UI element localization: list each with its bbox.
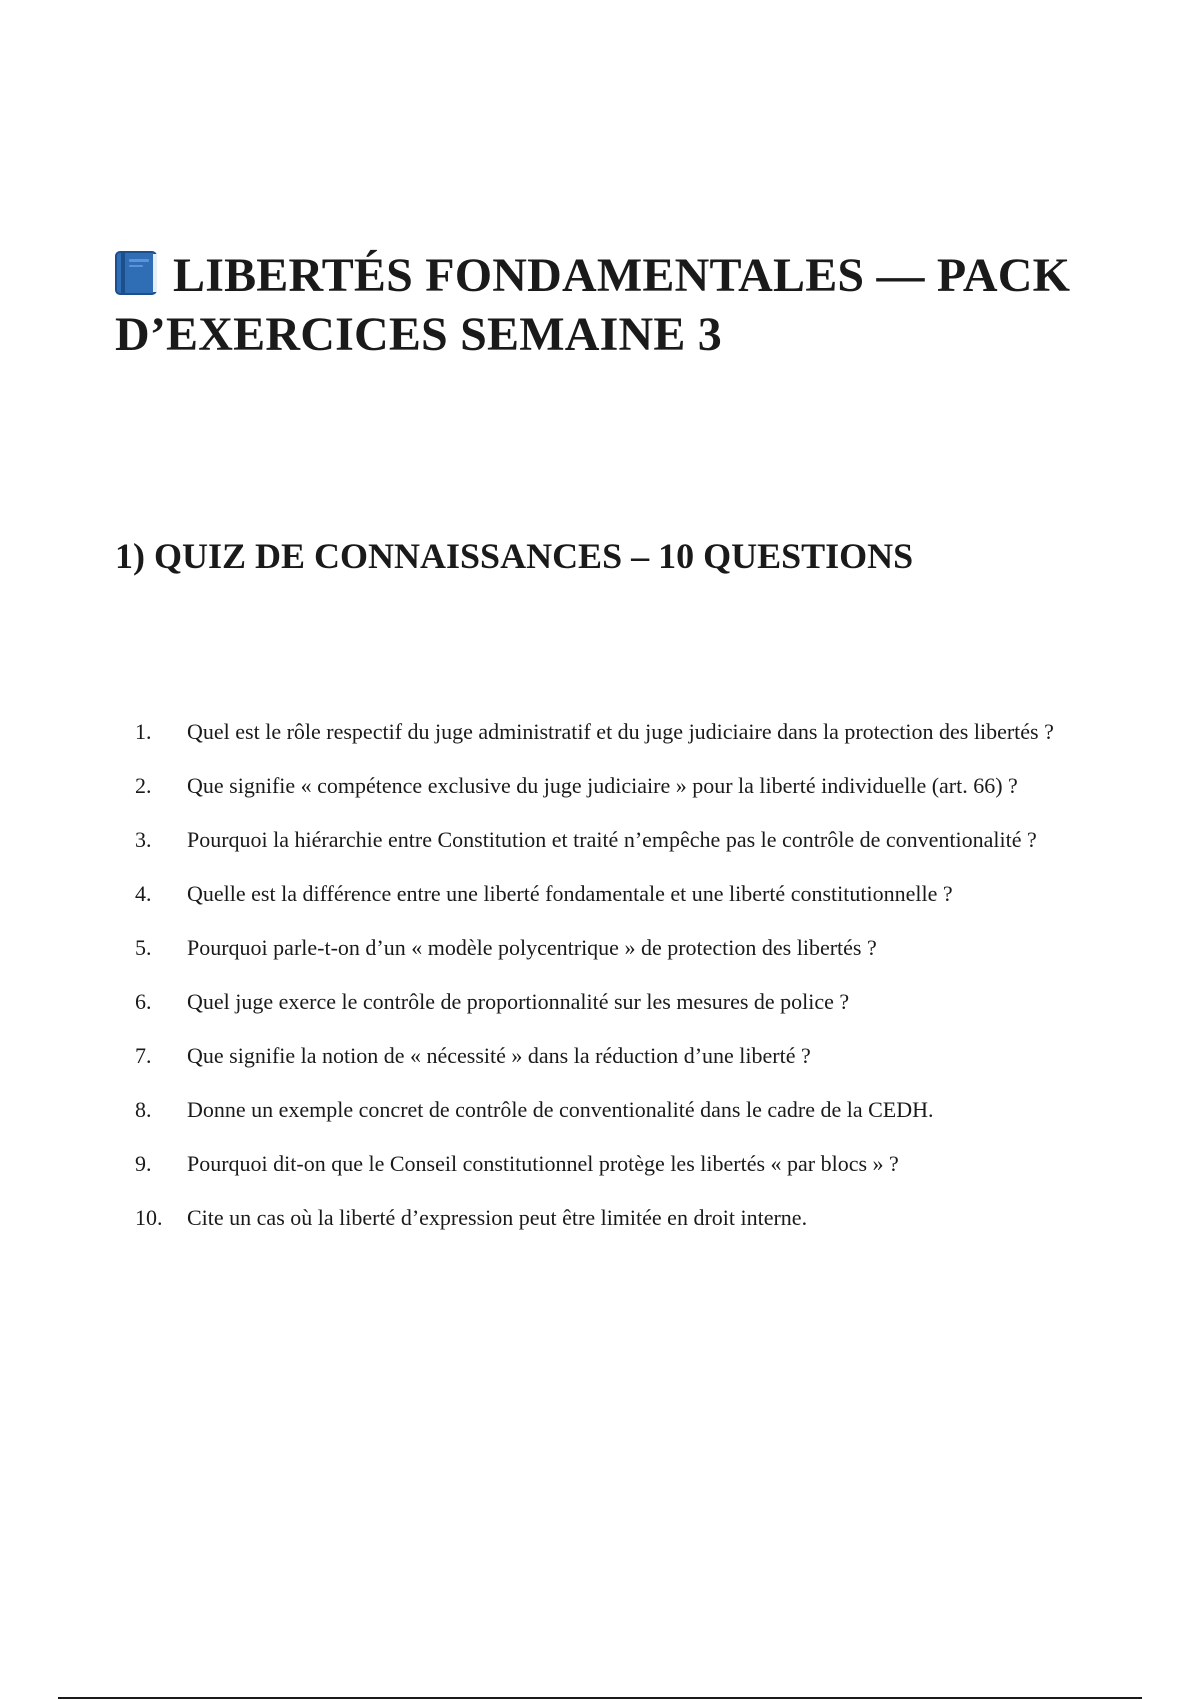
question-text: Donne un exemple concret de contrôle de conventionalité dans le cadre de la CEDH. xyxy=(187,1097,934,1122)
question-item xyxy=(0,933,1200,963)
question-number: 3. xyxy=(135,827,152,852)
question-number: 6. xyxy=(135,989,152,1014)
question-item xyxy=(0,1041,1200,1071)
question-text: Que signifie « compétence exclusive du juge judiciaire » pour la liberté individuelle (art. 66) ? xyxy=(187,773,1018,798)
document-title-text: LIBERTÉS FONDAMENTALES — PACK D’EXERCICES SEMAINE 3 xyxy=(115,249,1071,361)
question-number: 10. xyxy=(135,1205,163,1230)
question-item xyxy=(0,987,1200,1017)
section-heading: 1) QUIZ DE CONNAISSANCES – 10 QUESTIONS xyxy=(115,536,914,576)
question-text: Pourquoi dit-on que le Conseil constitutionnel protège les libertés « par blocs » ? xyxy=(187,1151,899,1176)
footer-rule xyxy=(58,1697,1142,1699)
question-text: Pourquoi la hiérarchie entre Constitution et traité n’empêche pas le contrôle de conventionalité ? xyxy=(187,827,1037,852)
question-number: 4. xyxy=(135,881,152,906)
question-number: 1. xyxy=(135,719,152,744)
question-item xyxy=(0,771,1200,801)
blue-book-icon xyxy=(115,250,159,296)
question-item xyxy=(0,1203,1200,1233)
question-item xyxy=(0,717,1200,747)
question-number: 8. xyxy=(135,1097,152,1122)
question-item xyxy=(0,1095,1200,1125)
question-number: 9. xyxy=(135,1151,152,1176)
document-title xyxy=(115,246,1115,364)
question-text: Quel juge exerce le contrôle de proportionnalité sur les mesures de police ? xyxy=(187,989,850,1014)
question-number: 5. xyxy=(135,935,152,960)
question-item xyxy=(0,1149,1200,1179)
question-text: Pourquoi parle-t-on d’un « modèle polycentrique » de protection des libertés ? xyxy=(187,935,877,960)
question-number: 2. xyxy=(135,773,152,798)
question-text: Que signifie la notion de « nécessité » dans la réduction d’une liberté ? xyxy=(187,1043,811,1068)
question-list xyxy=(0,717,1200,1257)
question-number: 7. xyxy=(135,1043,152,1068)
question-text: Cite un cas où la liberté d’expression peut être limitée en droit interne. xyxy=(187,1205,808,1230)
question-item xyxy=(0,879,1200,909)
question-text: Quelle est la différence entre une liberté fondamentale et une liberté constitutionnelle ? xyxy=(187,881,953,906)
question-text: Quel est le rôle respectif du juge administratif et du juge judiciaire dans la protection des libertés ? xyxy=(187,719,1054,744)
question-item xyxy=(0,825,1200,855)
